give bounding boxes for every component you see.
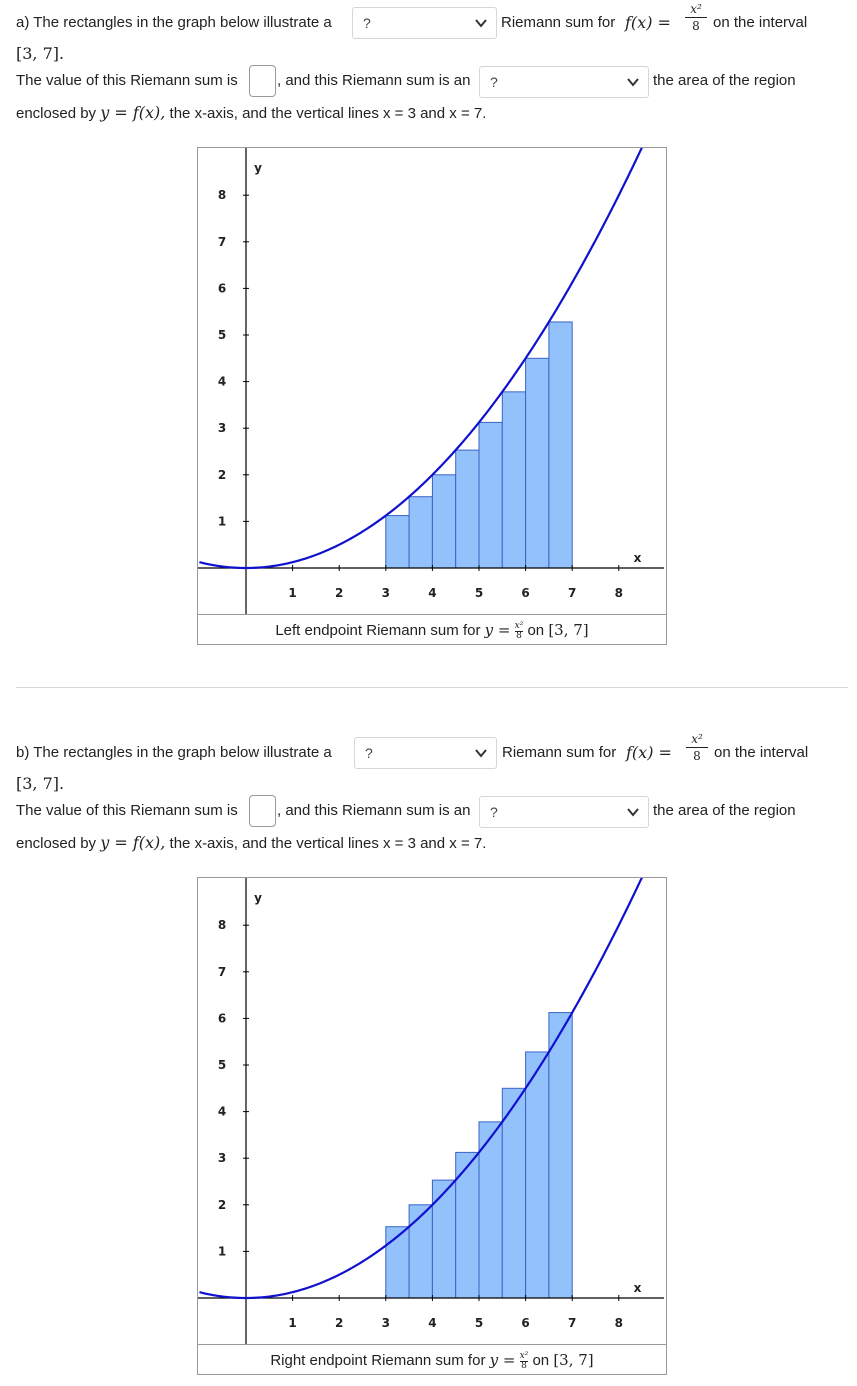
part-a-line2-mid: , and this Riemann sum is an [277, 72, 471, 89]
fraction-denominator: 8 [693, 749, 701, 763]
part-a-line2-suffix: the area of the region [653, 72, 796, 89]
line3-math: y = f(x), [100, 103, 166, 122]
caption-fraction-den: 8 [521, 1360, 527, 1371]
part-a-line1-suffix: on the interval [713, 14, 808, 31]
caption-suffix: on [532, 1352, 550, 1369]
x-tick-label: 8 [614, 586, 623, 600]
part-a-line1-prefix: a) The rectangles in the graph below illustrate a [16, 14, 332, 31]
line3-suffix: the x-axis, and the vertical lines x = 3 and x = 7. [169, 835, 487, 852]
x-tick-label: 1 [288, 586, 297, 600]
y-tick-label: 2 [217, 467, 227, 482]
riemann-chart-left [198, 148, 666, 644]
part-b-line1-prefix: b) The rectangles in the graph below illustrate a [16, 744, 332, 761]
y-tick-label: 7 [217, 234, 227, 249]
riemann-rectangle [432, 475, 455, 568]
part-b-graph [197, 877, 667, 1375]
y-tick-label: 1 [217, 514, 227, 529]
fraction-numerator: x² [691, 732, 703, 746]
x-tick-label: 2 [335, 1316, 344, 1330]
line3-prefix: enclosed by [16, 835, 97, 852]
x-tick-label: 7 [568, 586, 577, 600]
chevron-down-icon [474, 16, 488, 30]
part-a-interval: [3, 7]. [16, 44, 65, 63]
select-value: ? [490, 804, 498, 820]
part-b-line2-mid: , and this Riemann sum is an [277, 802, 471, 819]
x-tick-label: 1 [288, 1316, 297, 1330]
select-value: ? [363, 15, 371, 31]
part-a-line1-mid: Riemann sum for [501, 14, 616, 31]
riemann-rectangle [549, 322, 572, 568]
caption-interval: [3, 7] [548, 621, 589, 639]
x-tick-label: 7 [568, 1316, 577, 1330]
x-tick-label: 2 [335, 586, 344, 600]
y-tick-label: 5 [217, 1058, 227, 1072]
riemann-rectangle [456, 1152, 479, 1298]
fraction-numerator: x² [690, 2, 702, 16]
y-tick-label: 8 [217, 918, 227, 933]
x-tick-label: 6 [521, 1316, 530, 1330]
caption-math: y = [489, 1351, 516, 1369]
part-b-function-lhs: f(x) = [626, 743, 672, 762]
x-axis-label: x [633, 1281, 642, 1295]
caption-fraction [515, 622, 524, 641]
x-tick-label: 3 [381, 1316, 390, 1330]
part-b-caption [198, 1351, 666, 1371]
riemann-rectangle [432, 1180, 455, 1298]
y-axis-label: y [254, 890, 262, 905]
part-a-caption [198, 621, 666, 641]
x-tick-label: 8 [614, 1316, 623, 1330]
part-a-value-input[interactable] [249, 65, 276, 97]
part-a-estimate-select[interactable] [479, 66, 649, 98]
y-tick-label: 4 [217, 1104, 227, 1119]
riemann-rectangle [502, 392, 525, 568]
part-b-line1-suffix: on the interval [714, 744, 809, 761]
x-tick-label: 3 [381, 586, 390, 600]
part-a-function-lhs: f(x) = [625, 13, 671, 32]
line3-math: y = f(x), [100, 833, 166, 852]
riemann-rectangle [526, 1052, 549, 1298]
riemann-rectangle [479, 422, 502, 568]
riemann-rectangle [386, 516, 409, 568]
part-b-value-input[interactable] [249, 795, 276, 827]
y-tick-label: 6 [217, 281, 227, 296]
caption-suffix: on [527, 622, 545, 639]
riemann-rectangle [526, 358, 549, 568]
fraction-denominator: 8 [692, 19, 700, 33]
caption-fraction [520, 1352, 529, 1371]
caption-fraction-num: x² [519, 1350, 529, 1361]
chevron-down-icon [474, 746, 488, 760]
part-b-interval: [3, 7]. [16, 774, 65, 793]
y-tick-label: 6 [217, 1011, 227, 1026]
riemann-chart-right [198, 878, 666, 1374]
riemann-rectangle [409, 1205, 432, 1298]
part-b-line1-mid: Riemann sum for [502, 744, 617, 761]
select-value: ? [365, 745, 373, 761]
riemann-rectangle [409, 497, 432, 568]
y-tick-label: 8 [217, 188, 227, 203]
x-tick-label: 6 [521, 586, 530, 600]
part-b-sum-type-select[interactable] [354, 737, 497, 769]
y-tick-label: 1 [217, 1244, 227, 1259]
part-a-fraction [685, 3, 707, 32]
caption-fraction-num: x² [514, 620, 524, 631]
y-tick-label: 4 [217, 374, 227, 389]
part-a-line2-prefix: The value of this Riemann sum is [16, 72, 238, 89]
x-tick-label: 5 [474, 586, 484, 600]
caption-prefix: Right endpoint Riemann sum for [270, 1352, 486, 1369]
chevron-down-icon [626, 805, 640, 819]
chevron-down-icon [626, 75, 640, 89]
riemann-rectangle [456, 450, 479, 568]
y-tick-label: 2 [217, 1197, 227, 1212]
part-b-line2-prefix: The value of this Riemann sum is [16, 802, 238, 819]
caption-interval: [3, 7] [553, 1351, 594, 1369]
part-a-line3 [16, 103, 486, 122]
caption-math: y = [484, 621, 511, 639]
part-a-graph [197, 147, 667, 645]
select-value: ? [490, 74, 498, 90]
part-b-line2-suffix: the area of the region [653, 802, 796, 819]
x-axis-label: x [633, 551, 642, 565]
part-b-line3 [16, 833, 486, 852]
line3-prefix: enclosed by [16, 105, 97, 122]
y-tick-label: 3 [217, 421, 227, 436]
line3-suffix: the x-axis, and the vertical lines x = 3 and x = 7. [169, 105, 487, 122]
y-axis-label: y [254, 160, 262, 175]
part-a-sum-type-select[interactable] [352, 7, 497, 39]
part-b-estimate-select[interactable] [479, 796, 649, 828]
x-tick-label: 5 [474, 1316, 484, 1330]
caption-fraction-den: 8 [516, 630, 522, 641]
y-tick-label: 3 [217, 1151, 227, 1166]
x-tick-label: 4 [428, 586, 437, 600]
riemann-rectangle [502, 1088, 525, 1298]
caption-prefix: Left endpoint Riemann sum for [275, 622, 481, 639]
section-divider [16, 687, 848, 688]
riemann-rectangle [549, 1013, 572, 1298]
y-tick-label: 7 [217, 964, 227, 979]
x-tick-label: 4 [428, 1316, 437, 1330]
y-tick-label: 5 [217, 328, 227, 342]
part-b-fraction [686, 733, 708, 762]
